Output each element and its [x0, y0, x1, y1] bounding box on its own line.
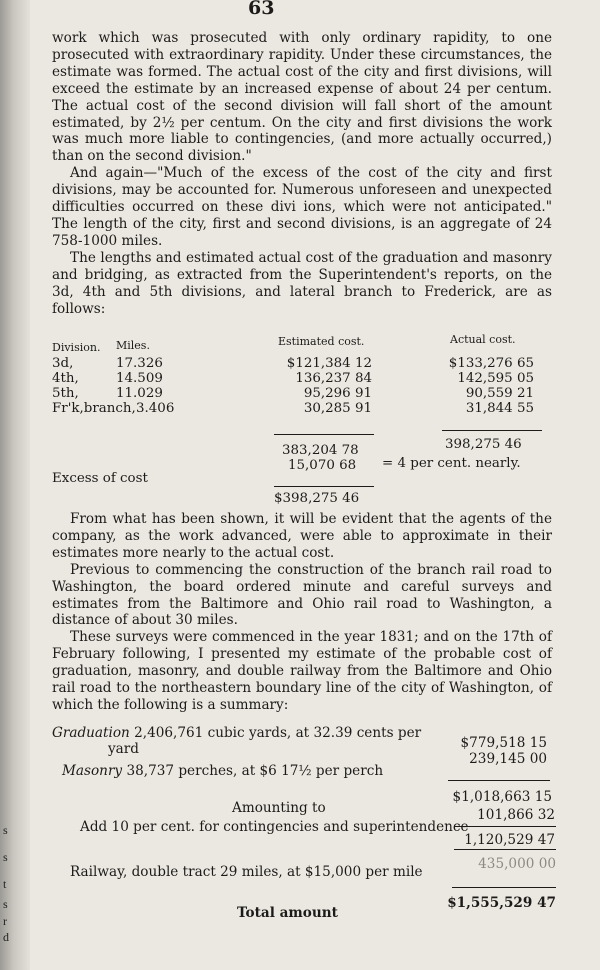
header-actual: Actual cost. [450, 333, 516, 346]
margin-letter: s [3, 850, 8, 864]
margin-letter: s [3, 897, 8, 911]
excess-label: Excess of cost [52, 471, 148, 486]
division-cell: Fr'k,branch, [52, 401, 136, 416]
graduation-text: 2,406,761 cubic yards, at 32.39 cents per [134, 725, 422, 741]
subtotal-value: 1,120,529 47 [464, 832, 555, 848]
estimated-column [262, 356, 372, 416]
contingencies-value: 101,866 32 [477, 807, 555, 823]
excess-value: 15,070 68 [288, 458, 357, 473]
summary-rule-1 [448, 780, 550, 781]
body-text-bottom [52, 511, 552, 714]
actual-cell: 142,595 05 [457, 371, 534, 386]
railway-label: Railway, double tract 29 miles, at $15,000 per mile [70, 864, 423, 880]
contingencies-label: Add 10 per cent. for contingencies and superintendence [80, 819, 469, 835]
masonry-value: 239,145 00 [469, 751, 547, 767]
margin-letter: d [3, 930, 9, 944]
division-cell: 4th, [52, 371, 79, 386]
amounting-label: Amounting to [232, 800, 326, 816]
actual-column [424, 356, 534, 416]
actual-cell: $133,276 65 [448, 356, 534, 371]
paragraph: These surveys were commenced in the year 1831; and on the 17th of February following, I presented my estimate of the probable cost of graduation, masonry, and double railway from the Baltimore and Ohio rail road to the northeastern boundary line of the city of Washington, of which the following is a summary: [52, 629, 552, 713]
graduation-unit: yard [108, 741, 139, 757]
estimated-sum-rule [274, 434, 374, 435]
miles-cell: 3.406 [136, 401, 175, 416]
miles-cell: 17.326 [116, 356, 163, 371]
total-label: Total amount [237, 905, 338, 921]
excess-note: = 4 per cent. nearly. [382, 456, 521, 471]
margin-letter: s [3, 823, 8, 837]
division-cell: 3d, [52, 356, 74, 371]
actual-total: 398,275 46 [445, 437, 522, 452]
paragraph: work which was prosecuted with only ordinary rapidity, to one prosecuted with extraordinary rapidity. Under these circumstances, the estimate was formed. The actual cost of the city and first divisions, will exceed the estimate by an increased expense of about 24 per centum. The actual cost of the second division will fall short of the amount estimated, by 2½ per centum. On the city and first divisions the work was much more liable to contingencies, (and more actually occurred,) than on the second division." [52, 30, 552, 165]
total-value: $1,555,529 47 [447, 895, 556, 911]
summary-rule-2 [454, 826, 556, 827]
grand-total-rule [274, 486, 374, 487]
paragraph: The lengths and estimated actual cost of the graduation and masonry and bridging, as extracted from the Superintendent's reports, on the 3d, 4th and 5th divisions, and lateral branch to Frederick, are as follows: [52, 249, 552, 317]
page-number: 63 [248, 0, 275, 19]
miles-cell: 11.029 [116, 386, 163, 401]
miles-column [116, 356, 186, 416]
graduation-value: $779,518 15 [460, 735, 547, 751]
estimated-total: 383,204 78 [282, 443, 359, 458]
cost-table [52, 333, 552, 508]
actual-cell: 90,559 21 [465, 386, 534, 401]
header-estimated: Estimated cost. [278, 335, 365, 348]
paragraph: Previous to commencing the construction of the branch rail road to Washington, the board ordered minute and careful surveys and estimates from the Baltimore and Ohio rail road to Washington, a distance of about 30 miles. [52, 561, 552, 629]
estimated-cell: $121,384 12 [286, 356, 372, 371]
division-column [52, 356, 136, 416]
paragraph: And again—"Much of the excess of the cost of the city and first divisions, may be accounted for. Numerous unforeseen and unexpected difficulties occurred on these divi ions, which were not anticipated." The length of the city, first and second divisions, is an aggregate of 24 758-1000 miles. [52, 165, 552, 249]
estimated-cell: 136,237 84 [295, 371, 372, 386]
header-division: Division. [52, 341, 101, 354]
estimated-cell: 95,296 91 [303, 386, 372, 401]
actual-cell: 31,844 55 [465, 401, 534, 416]
masonry-text: 38,737 perches, at $6 17½ per perch [126, 763, 384, 779]
actual-sum-rule [442, 430, 542, 431]
page-gutter [0, 0, 30, 970]
estimate-summary [52, 725, 557, 925]
summary-rule-3 [454, 849, 556, 850]
book-page [40, 0, 585, 970]
estimated-cell: 30,285 91 [303, 401, 372, 416]
masonry-label: Masonry [62, 763, 123, 779]
margin-letter: t [3, 877, 7, 891]
graduation-label: Graduation [52, 725, 130, 741]
railway-value: 435,000 00 [478, 856, 556, 872]
paragraph: From what has been shown, it will be evident that the agents of the company, as the work advanced, were able to approximate in their estimates more nearly to the actual cost. [52, 511, 552, 561]
margin-letter: r [3, 914, 7, 928]
division-cell: 5th, [52, 386, 79, 401]
body-text-top [52, 30, 552, 317]
header-miles: Miles. [116, 339, 150, 352]
summary-rule-4 [452, 887, 556, 888]
grand-total: $398,275 46 [274, 491, 360, 506]
amounting-value: $1,018,663 15 [452, 789, 552, 805]
miles-cell: 14.509 [116, 371, 163, 386]
